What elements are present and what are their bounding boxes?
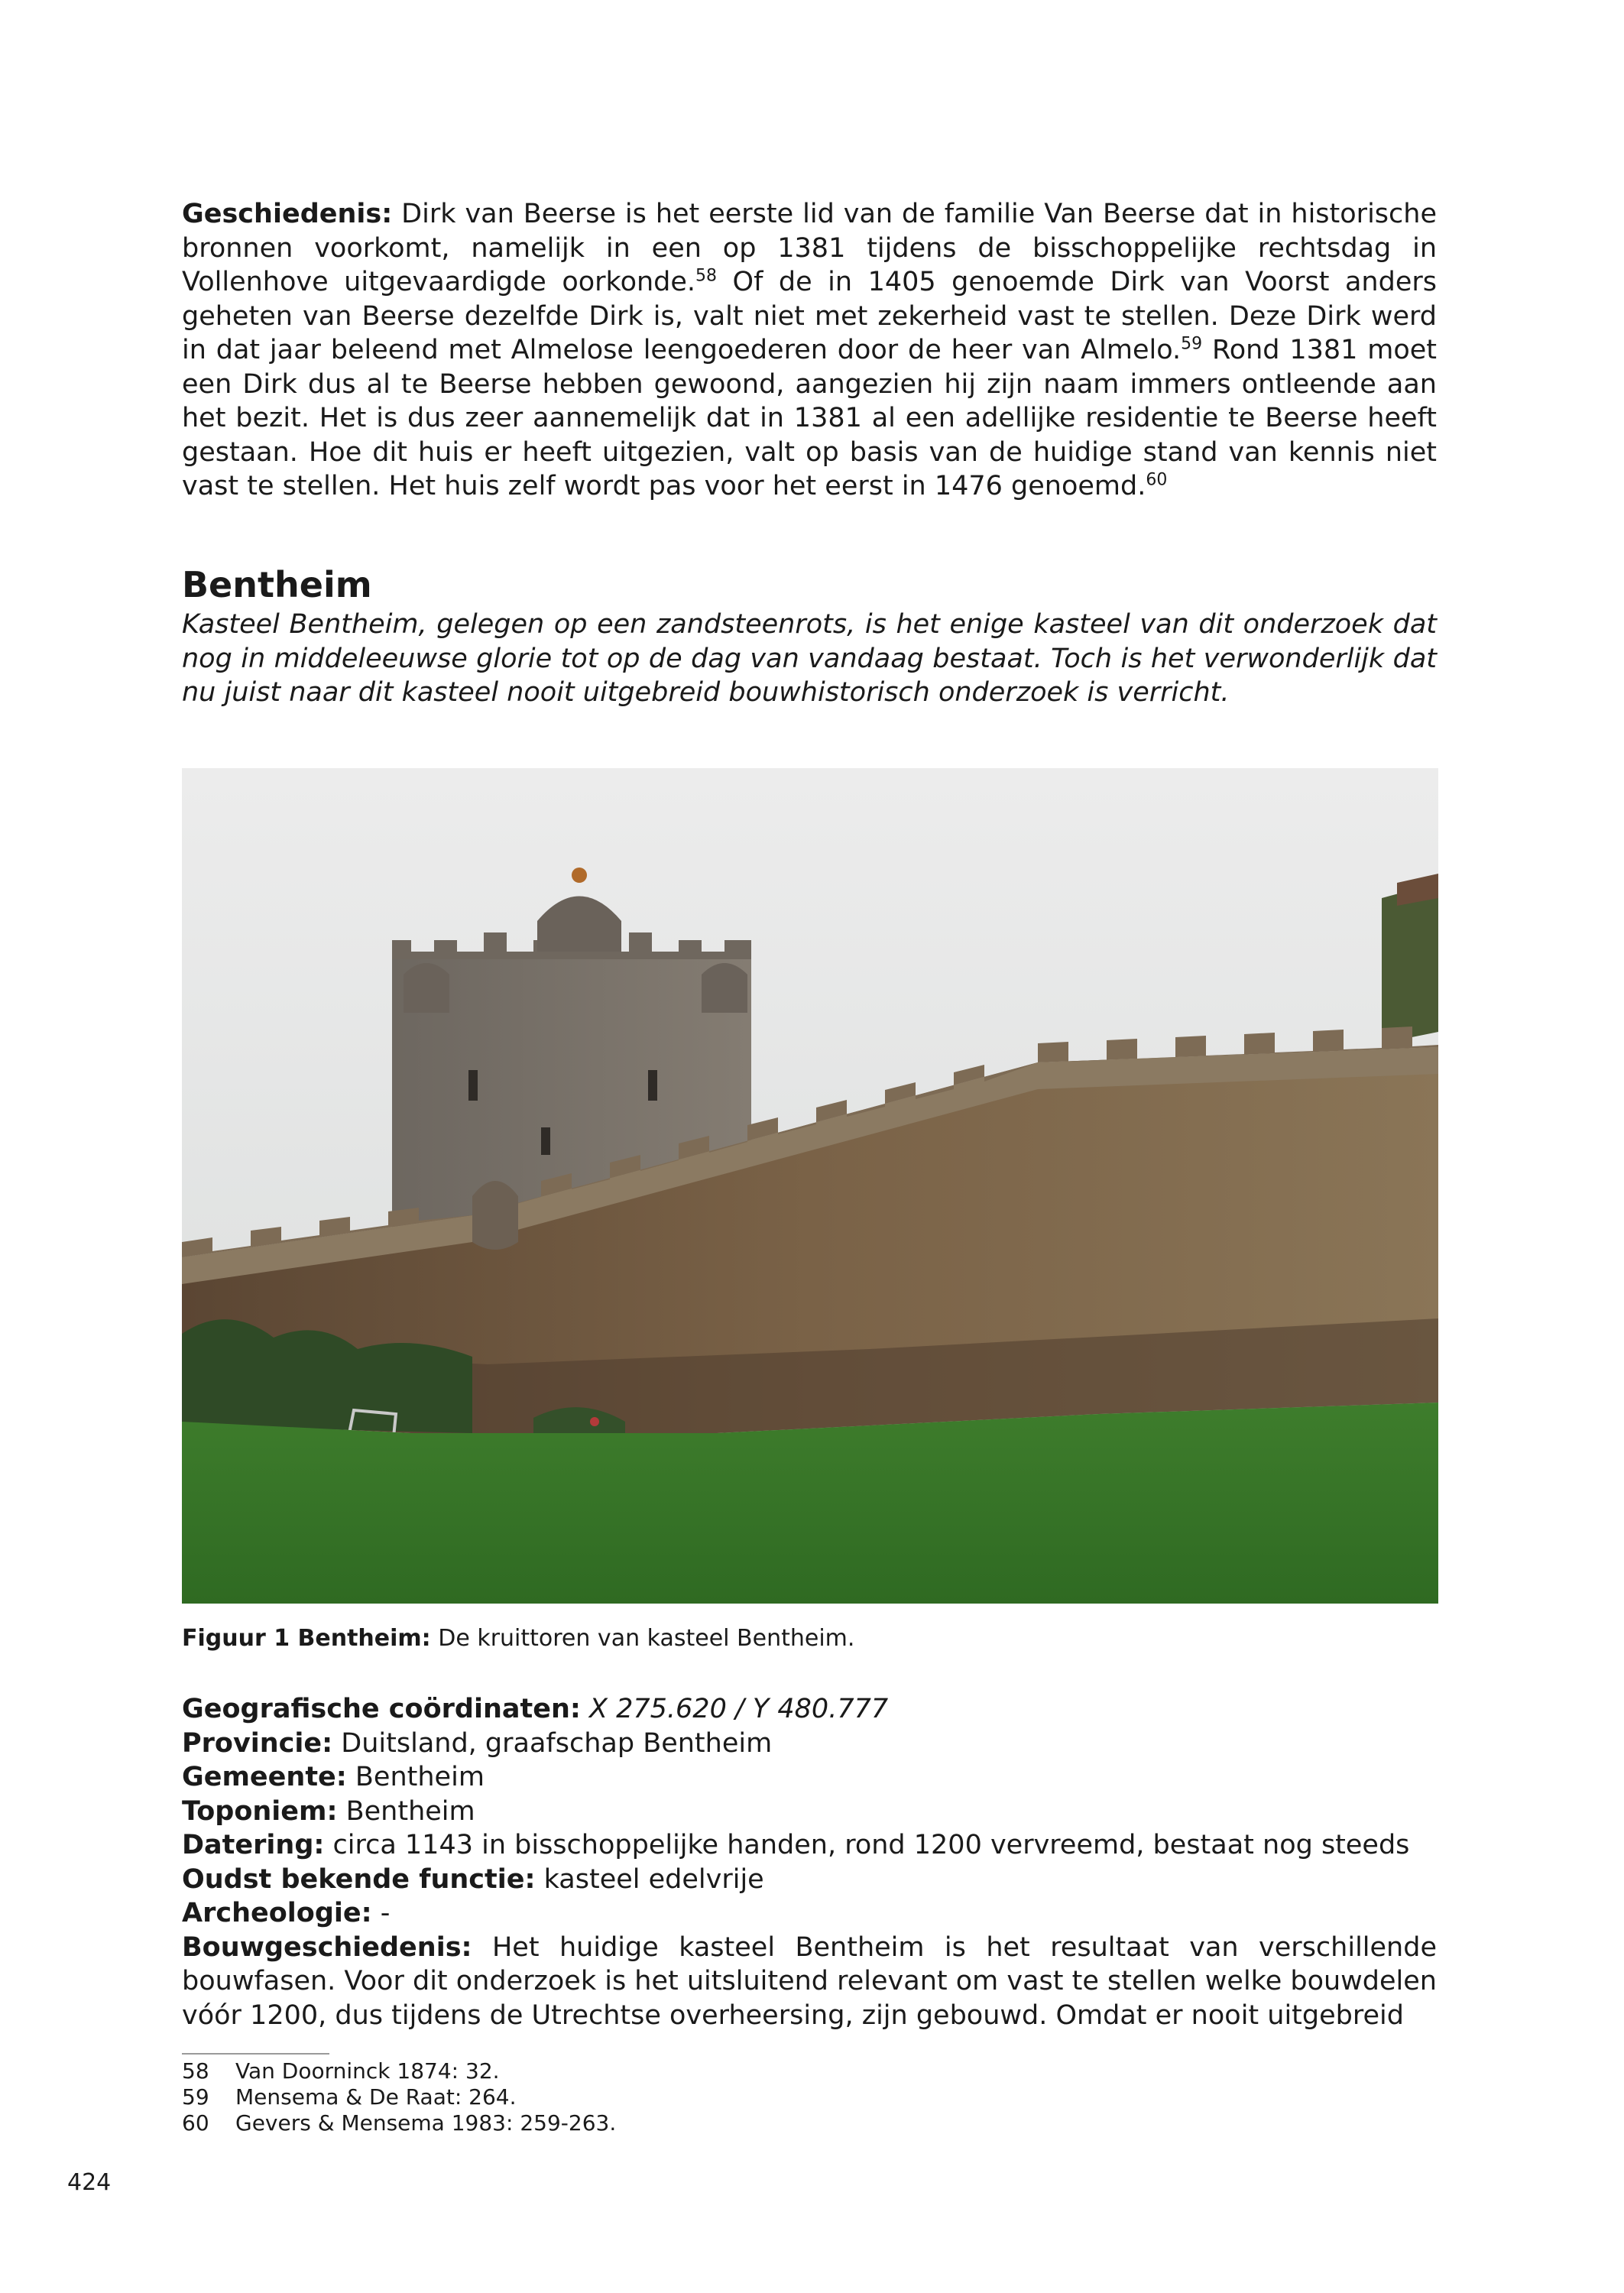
history-label: Geschiedenis: bbox=[182, 199, 393, 229]
footnote-text: Mensema & De Raat: 264. bbox=[235, 2084, 517, 2110]
fact-functie bbox=[182, 1863, 1437, 1897]
footnote-ref-58[interactable]: 58 bbox=[695, 266, 718, 286]
fact-datering bbox=[182, 1828, 1437, 1863]
fact-datering-label: Datering: bbox=[182, 1830, 325, 1860]
history-text-1: Dirk van Beerse is het eerste lid van de familie Van Beerse dat in historische bronnen voorkomt, namelijk in een op 1381 tijdens de bisschoppelijke rechtsdag in Vollenhove uitgevaardigde oorkonde. bbox=[182, 199, 1437, 297]
facts-list bbox=[182, 1692, 1437, 2032]
fact-archeologie-value: - bbox=[371, 1898, 391, 1928]
footnotes bbox=[182, 2058, 616, 2136]
bentheim-section bbox=[182, 562, 1437, 710]
figure-text: De kruittoren van kasteel Bentheim. bbox=[430, 1625, 855, 1652]
fact-datering-value: circa 1143 in bisschoppelijke handen, rond 1200 vervreemd, bestaat nog steeds bbox=[324, 1830, 1410, 1860]
footnote-text: Gevers & Mensema 1983: 259-263. bbox=[235, 2110, 617, 2136]
fact-coordinates-label: Geografische coördinaten: bbox=[182, 1694, 581, 1724]
fact-gemeente-value: Bentheim bbox=[346, 1762, 485, 1792]
fact-gemeente bbox=[182, 1760, 1437, 1795]
footnote-item bbox=[182, 2058, 616, 2084]
footnote-item bbox=[182, 2084, 616, 2110]
fact-toponiem-label: Toponiem: bbox=[182, 1795, 338, 1827]
history-section bbox=[182, 197, 1437, 504]
footnote-number: 60 bbox=[182, 2110, 209, 2136]
fact-archeologie-label: Archeologie: bbox=[182, 1898, 372, 1928]
footnote-number: 59 bbox=[182, 2084, 209, 2110]
footnote-item bbox=[182, 2110, 616, 2136]
fact-coordinates bbox=[182, 1692, 1437, 1727]
page-number: 424 bbox=[67, 2169, 112, 2196]
history-text-2: Of de in 1405 genoemde Dirk van Voorst anders geheten van Beerse dezelfde Dirk is, valt niet met zekerheid vast te stellen. Deze Dirk werd in dat jaar beleend met Almelose leengoederen door de heer van Almelo. bbox=[182, 267, 1437, 365]
fact-toponiem bbox=[182, 1795, 1437, 1829]
fact-bouw-label: Bouwgeschiedenis: bbox=[182, 1931, 472, 1963]
fact-provincie-label: Provincie: bbox=[182, 1727, 333, 1759]
fact-toponiem-value: Bentheim bbox=[337, 1795, 475, 1827]
footnote-number: 58 bbox=[182, 2058, 209, 2084]
figure-label: Figuur 1 Bentheim: bbox=[182, 1625, 431, 1652]
history-text-3: Rond 1381 moet een Dirk dus al te Beerse hebben gewoond, aangezien hij zijn naam immers ontleende aan het bezit. Het is dus zeer aannemelijk dat in 1381 al een adellijke residentie te Beerse heeft gestaan. Hoe dit huis er heeft uitgezien, valt op basis van de huidige stand van kennis niet vast te stellen. Het huis zelf wordt pas voor het eerst in 1476 genoemd. bbox=[182, 335, 1437, 501]
fact-functie-label: Oudst bekende functie: bbox=[182, 1863, 536, 1895]
fact-gemeente-label: Gemeente: bbox=[182, 1762, 347, 1792]
footnote-ref-60[interactable]: 60 bbox=[1146, 470, 1168, 490]
fact-provincie-value: Duitsland, graafschap Bentheim bbox=[332, 1727, 773, 1759]
section-intro: Kasteel Bentheim, gelegen op een zandsteenrots, is het enige kasteel van dit onderzoek dat nog in middeleeuwse glorie tot op de dag van vandaag bestaat. Toch is het verwonderlijk dat nu juist naar dit kasteel nooit uitgebreid bouwhistorisch onderzoek is verricht. bbox=[182, 609, 1437, 708]
fact-bouw-value: Het huidige kasteel Bentheim is het resultaat van verschillende bouwfasen. Voor dit onderzoek is het uitsluitend relevant om vast te stellen welke bouwdelen vóór 1200, dus tijdens de Utrechtse overheersing, zijn gebouwd. Omdat er nooit uitgebreid bbox=[182, 1931, 1437, 2031]
fact-functie-value: kasteel edelvrije bbox=[535, 1863, 764, 1895]
castle-photo bbox=[182, 768, 1438, 1604]
history-paragraph bbox=[182, 197, 1437, 504]
footnote-divider bbox=[182, 2053, 329, 2055]
fact-coordinates-value: X 275.620 / Y 480.777 bbox=[580, 1694, 889, 1724]
footnote-text: Van Doorninck 1874: 32. bbox=[235, 2058, 500, 2084]
fact-provincie bbox=[182, 1727, 1437, 1761]
section-title: Bentheim bbox=[182, 564, 372, 605]
figure-caption bbox=[182, 1623, 854, 1654]
fact-archeologie bbox=[182, 1896, 1437, 1931]
fact-bouwgeschiedenis bbox=[182, 1931, 1437, 2033]
footnote-ref-59[interactable]: 59 bbox=[1181, 334, 1203, 354]
castle-illustration bbox=[182, 768, 1438, 1604]
